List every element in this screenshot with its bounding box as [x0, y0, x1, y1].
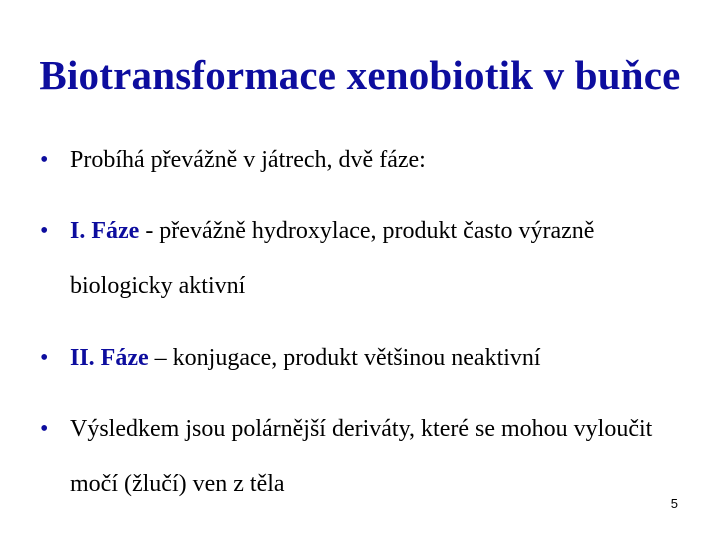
phase-label: I. Fáze: [70, 218, 140, 244]
bullet-item: [40, 138, 700, 182]
phase-label: II. Fáze: [70, 345, 149, 371]
bullet-list: [40, 138, 700, 534]
bullet-text: - převážně hydroxylace, produkt často výrazně biologicky aktivní: [70, 218, 595, 299]
bullet-dot-icon: •: [40, 416, 49, 442]
bullet-dot-icon: •: [40, 218, 49, 244]
slide-title: Biotransformace xenobiotik v buňce: [39, 52, 681, 98]
bullet-text: Probíhá převážně v játrech, dvě fáze:: [70, 147, 426, 173]
bullet-text: – konjugace, produkt většinou neaktivní: [148, 345, 541, 371]
bullet-dot-icon: •: [40, 345, 49, 371]
bullet-dot-icon: •: [40, 147, 49, 173]
page-number: 5: [670, 496, 678, 511]
bullet-item: [40, 204, 700, 314]
bullet-text: Výsledkem jsou polárnější deriváty, které se mohou vyloučit močí (žlučí) ven z těla: [70, 416, 653, 497]
bullet-item: [40, 336, 700, 380]
bullet-item: [40, 402, 700, 512]
